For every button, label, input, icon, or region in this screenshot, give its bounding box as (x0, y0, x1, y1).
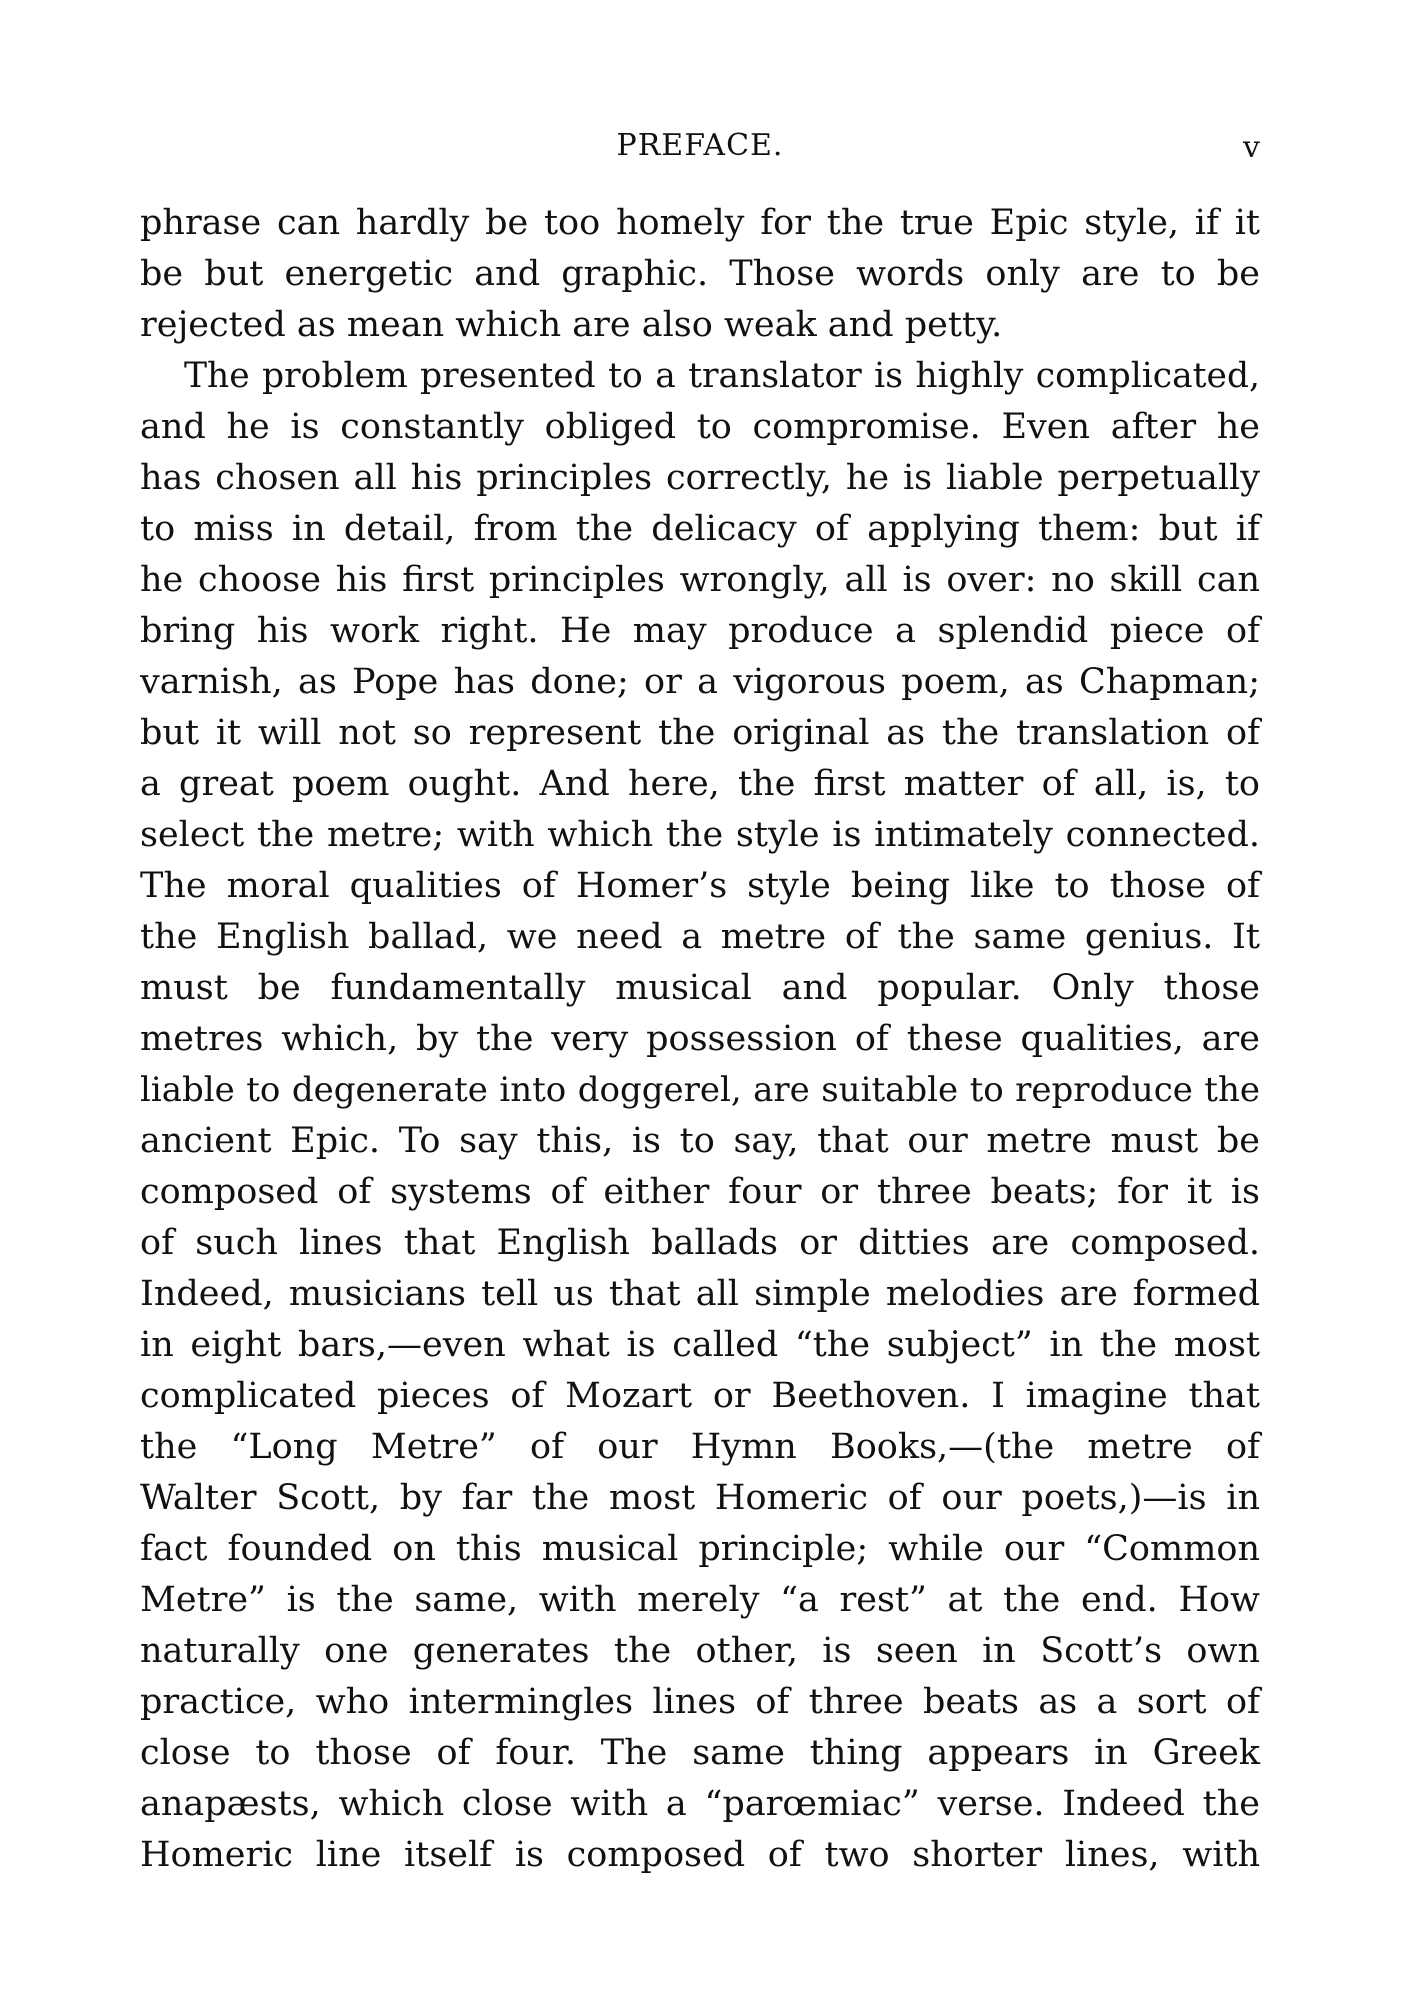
text-line: rejected as mean which are also weak and petty. (140, 305, 1003, 345)
text-line: to miss in detail, from the delicacy of applying them: but if (140, 509, 1260, 549)
text-line: bring his work right. He may produce a splendid piece of (140, 611, 1260, 651)
text-line: fact founded on this musical principle; while our “Common (140, 1529, 1260, 1569)
text-line: complicated pieces of Mozart or Beethoven. I imagine that (140, 1376, 1260, 1416)
text-line: liable to degenerate into doggerel, are suitable to reproduce the (140, 1070, 1260, 1110)
running-title: PREFACE. (616, 128, 784, 163)
text-line: naturally one generates the other, is seen in Scott’s own (140, 1631, 1260, 1671)
text-line: phrase can hardly be too homely for the true Epic style, if it (140, 203, 1260, 243)
text-line: and he is constantly obliged to compromise. Even after he (140, 407, 1260, 447)
text-line: the “Long Metre” of our Hymn Books,—(the metre of (140, 1427, 1260, 1467)
text-line: but it will not so represent the original as the translation of (140, 713, 1260, 753)
text-line: select the metre; with which the style is intimately connected. (140, 815, 1260, 855)
text-line: of such lines that English ballads or ditties are composed. (140, 1223, 1260, 1263)
page-header (140, 128, 1260, 168)
text-line: must be fundamentally musical and popular. Only those (140, 968, 1260, 1008)
text-line: the English ballad, we need a metre of the same genius. It (140, 917, 1260, 957)
text-line: Indeed, musicians tell us that all simple melodies are formed (140, 1274, 1260, 1314)
text-line: The moral qualities of Homer’s style being like to those of (140, 866, 1260, 906)
page-number: v (1243, 130, 1260, 165)
text-line: Homeric line itself is composed of two shorter lines, with (140, 1835, 1260, 1875)
text-line: Metre” is the same, with merely “a rest” at the end. How (140, 1580, 1260, 1620)
text-line: practice, who intermingles lines of three beats as a sort of (140, 1682, 1260, 1722)
body-text (140, 198, 1260, 1881)
text-line: a great poem ought. And here, the first matter of all, is, to (140, 764, 1260, 804)
text-line: be but energetic and graphic. Those words only are to be (140, 254, 1260, 294)
text-line: ancient Epic. To say this, is to say, that our metre must be (140, 1121, 1260, 1161)
text-line: Walter Scott, by far the most Homeric of our poets,)—is in (140, 1478, 1260, 1518)
text-line: he choose his first principles wrongly, all is over: no skill can (140, 560, 1260, 600)
text-line: has chosen all his principles correctly, he is liable perpetually (140, 458, 1260, 498)
text-line: metres which, by the very possession of these qualities, are (140, 1019, 1260, 1059)
text-line: composed of systems of either four or three beats; for it is (140, 1172, 1260, 1212)
text-line: in eight bars,—even what is called “the subject” in the most (140, 1325, 1260, 1365)
text-line: anapæsts, which close with a “parœmiac” verse. Indeed the (140, 1784, 1260, 1824)
text-line: varnish, as Pope has done; or a vigorous poem, as Chapman; (140, 662, 1260, 702)
text-line: close to those of four. The same thing appears in Greek (140, 1733, 1260, 1773)
text-line: The problem presented to a translator is highly complicated, (184, 356, 1260, 396)
